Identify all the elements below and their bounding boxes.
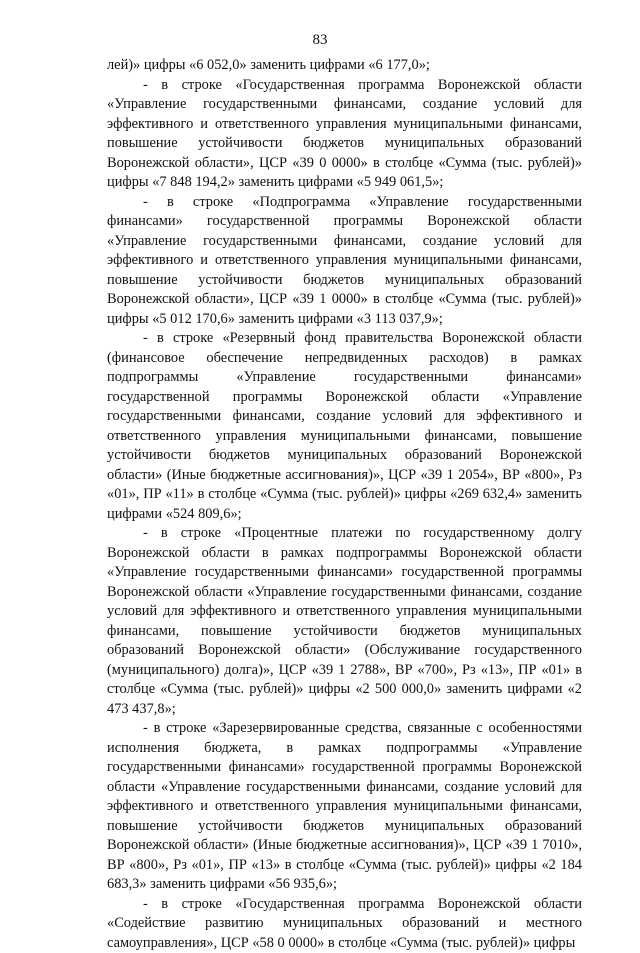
document-body (107, 56, 582, 953)
paragraph-amendment: - в строке «Зарезервированные средства, связанные с особенностями исполнения бюджета, в рамках подпрограммы «Управление государственными финансами» государственной программы Воронежской области «Управление государственными финансами, создание условий для эффективного и ответственного управления муниципальными финансами, повышение устойчивости бюджетов муниципальных образований Воронежской области» (Иные бюджетные ассигнования)», ЦСР «39 1 7010», ВР «800», Рз «01», ПР «13» в столбце «Сумма (тыс. рублей)» цифры «2 184 683,3» заменить цифрами «56 935,6»; (107, 719, 582, 895)
paragraph-amendment: - в строке «Подпрограмма «Управление государственными финансами» государственной программы Воронежской области «Управление государственными финансами, создание условий для эффективного и ответственного управления муниципальными финансами, повышение устойчивости бюджетов муниципальных образований Воронежской области», ЦСР «39 1 0000» в столбце «Сумма (тыс. рублей)» цифры «5 012 170,6» заменить цифрами «3 113 037,9»; (107, 193, 582, 330)
paragraph-amendment: - в строке «Государственная программа Воронежской области «Управление государственными финансами, создание условий для эффективного и ответственного управления муниципальными финансами, повышение устойчивости бюджетов муниципальных образований Воронежской области», ЦСР «39 0 0000» в столбце «Сумма (тыс. рублей)» цифры «7 848 194,2» заменить цифрами «5 949 061,5»; (107, 76, 582, 193)
paragraph-amendment: - в строке «Резервный фонд правительства Воронежской области (финансовое обеспечение непредвиденных расходов) в рамках подпрограммы «Управление государственными финансами» государственной программы Воронежской области «Управление государственными финансами, создание условий для эффективного и ответственного управления муниципальными финансами, повышение устойчивости бюджетов муниципальных образований Воронежской области» (Иные бюджетные ассигнования)», ЦСР «39 1 2054», ВР «800», Рз «01», ПР «11» в столбце «Сумма (тыс. рублей)» цифры «269 632,4» заменить цифрами «524 809,6»; (107, 329, 582, 524)
paragraph-amendment: - в строке «Государственная программа Воронежской области «Содействие развитию муниципальных образований и местного самоуправления», ЦСР «58 0 0000» в столбце «Сумма (тыс. рублей)» цифры (107, 895, 582, 953)
paragraph-amendment: - в строке «Процентные платежи по государственному долгу Воронежской области в рамках подпрограммы Воронежской области «Управление государственными финансами» государственной программы Воронежской области «Управление государственными финансами, создание условий для эффективного и ответственного управления муниципальными финансами, повышение устойчивости бюджетов муниципальных образований Воронежской области» (Обслуживание государственного (муниципального) долга)», ЦСР «39 1 2788», ВР «700», Рз «13», ПР «01» в столбце «Сумма (тыс. рублей)» цифры «2 500 000,0» заменить цифрами «2 473 437,8»; (107, 524, 582, 719)
paragraph-continuation: лей)» цифры «6 052,0» заменить цифрами «6 177,0»; (107, 56, 582, 76)
page-number: 83 (0, 30, 640, 50)
